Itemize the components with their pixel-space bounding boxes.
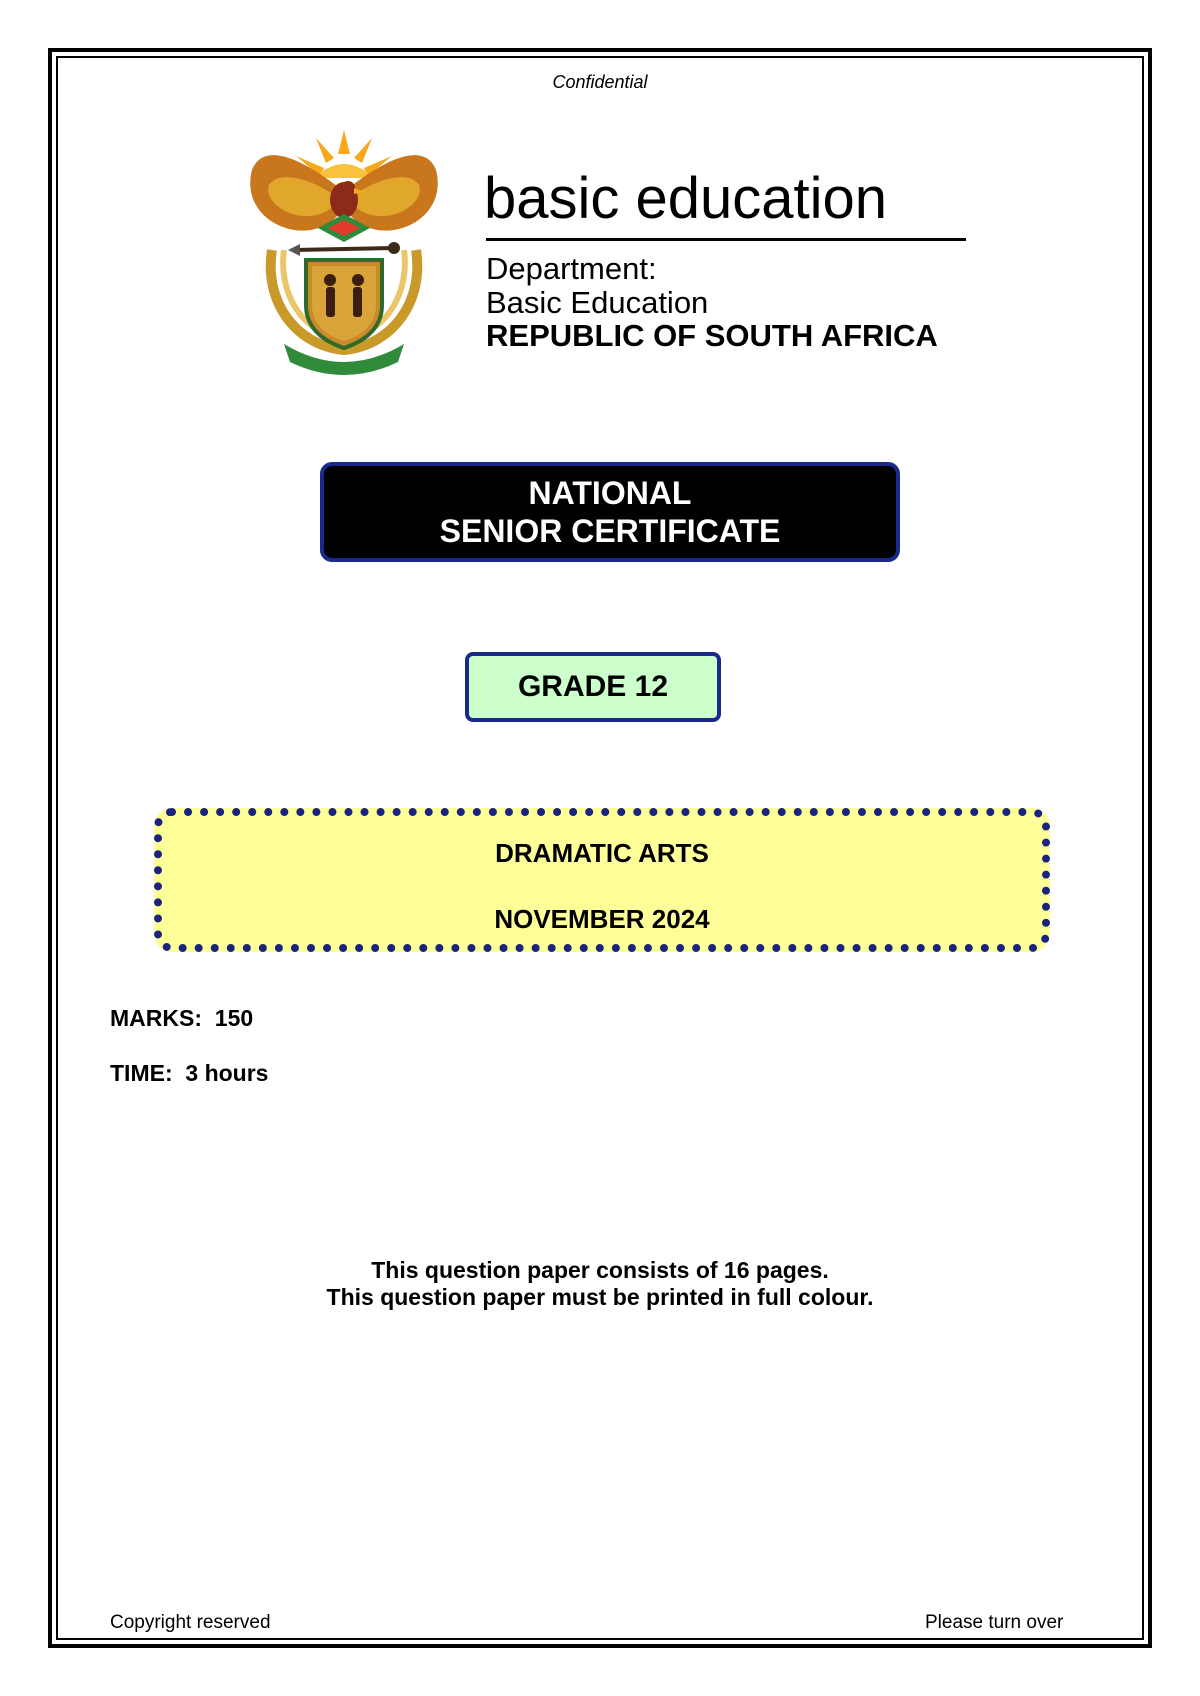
footer-copyright: Copyright reserved xyxy=(110,1612,271,1633)
confidential-label: Confidential xyxy=(552,72,648,92)
paper-notes xyxy=(0,1257,1200,1311)
footer-turn-over: Please turn over xyxy=(925,1612,1064,1633)
time-value: 3 hours xyxy=(185,1060,269,1086)
subject-name: DRAMATIC ARTS xyxy=(495,838,709,868)
time-line xyxy=(110,1060,268,1087)
logo-department: Department: xyxy=(486,251,657,286)
exam-date: NOVEMBER 2024 xyxy=(494,904,710,934)
coat-of-arms-icon xyxy=(244,130,444,375)
logo-divider xyxy=(486,238,966,241)
logo-basic-education: Basic Education xyxy=(486,285,709,320)
certificate-banner xyxy=(320,462,900,562)
time-label: TIME: xyxy=(110,1060,173,1086)
pages-note: This question paper consists of 16 pages. xyxy=(371,1257,829,1283)
subject-box xyxy=(154,808,1050,952)
colour-note: This question paper must be printed in full colour. xyxy=(326,1284,874,1310)
logo-republic: REPUBLIC OF SOUTH AFRICA xyxy=(486,318,938,353)
certificate-line-2: SENIOR CERTIFICATE xyxy=(439,513,781,549)
grade-badge: GRADE 12 xyxy=(465,652,721,722)
marks-label: MARKS: xyxy=(110,1005,202,1031)
marks-value: 150 xyxy=(214,1005,254,1031)
marks-line xyxy=(110,1005,253,1032)
certificate-line-1: NATIONAL xyxy=(528,475,692,511)
logo-title: basic education xyxy=(484,166,888,231)
